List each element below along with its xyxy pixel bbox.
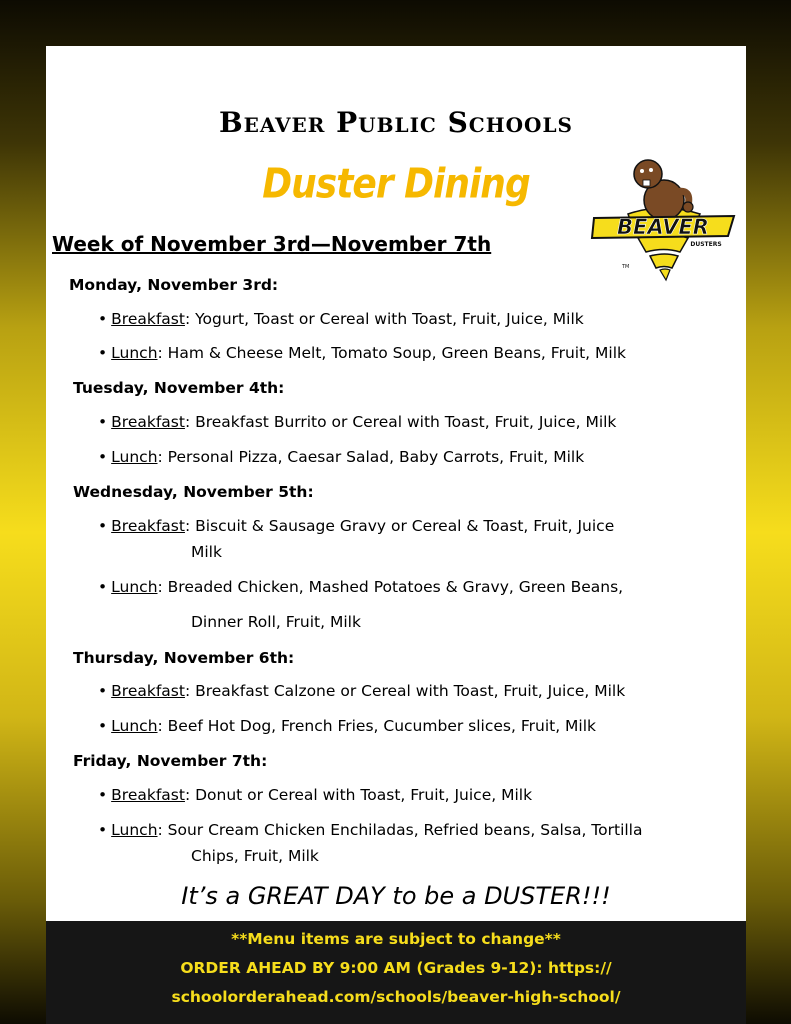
- menu-item-tuesday-lunch: • Lunch: Personal Pizza, Caesar Salad, Baby Carrots, Fruit, Milk: [98, 448, 585, 466]
- day-heading-thursday: Thursday, November 6th:: [73, 649, 295, 667]
- day-heading-tuesday: Tuesday, November 4th:: [73, 379, 285, 397]
- page-title: Beaver Public Schools: [219, 106, 573, 139]
- menu-item-friday-breakfast: • Breakfast: Donut or Cereal with Toast, Fruit, Juice, Milk: [98, 786, 533, 804]
- menu-item-wednesday-lunch: • Lunch: Breaded Chicken, Mashed Potatoes & Gravy, Green Beans,: [98, 578, 624, 596]
- menu-item-friday-lunch: • Lunch: Sour Cream Chicken Enchiladas, Refried beans, Salsa, Tortilla: [98, 821, 643, 839]
- slogan: It’s a GREAT DAY to be a DUSTER!!!: [181, 882, 611, 910]
- footer-order-ahead: ORDER AHEAD BY 9:00 AM (Grades 9-12): https://: [180, 959, 612, 977]
- menu-item-thursday-breakfast: • Breakfast: Breakfast Calzone or Cereal with Toast, Fruit, Juice, Milk: [98, 682, 626, 700]
- svg-text:TM: TM: [622, 264, 630, 270]
- page-subtitle: Duster Dining: [262, 160, 530, 209]
- day-heading-wednesday: Wednesday, November 5th:: [73, 483, 314, 501]
- svg-text:BEAVER: BEAVER: [617, 215, 709, 239]
- footer-order-url: schoolorderahead.com/schools/beaver-high-school/: [171, 988, 621, 1006]
- footer-disclaimer: **Menu items are subject to change**: [231, 930, 561, 948]
- menu-item-wednesday-breakfast: • Breakfast: Biscuit & Sausage Gravy or Cereal & Toast, Fruit, Juice: [98, 517, 615, 535]
- day-heading-monday: Monday, November 3rd:: [69, 276, 279, 294]
- week-heading: Week of November 3rd—November 7th: [52, 232, 492, 256]
- menu-item-friday-lunch-continued: Chips, Fruit, Milk: [191, 847, 319, 865]
- svg-text:DUSTERS: DUSTERS: [690, 241, 722, 248]
- menu-item-monday-breakfast: • Breakfast: Yogurt, Toast or Cereal with Toast, Fruit, Juice, Milk: [98, 310, 584, 328]
- menu-item-wednesday-breakfast-continued: Milk: [191, 543, 222, 561]
- menu-page: [46, 46, 746, 921]
- menu-item-thursday-lunch: • Lunch: Beef Hot Dog, French Fries, Cucumber slices, Fruit, Milk: [98, 717, 597, 735]
- day-heading-friday: Friday, November 7th:: [73, 752, 268, 770]
- menu-item-monday-lunch: • Lunch: Ham & Cheese Melt, Tomato Soup, Green Beans, Fruit, Milk: [98, 344, 626, 362]
- menu-item-wednesday-lunch-continued: Dinner Roll, Fruit, Milk: [191, 613, 361, 631]
- menu-item-tuesday-breakfast: • Breakfast: Breakfast Burrito or Cereal with Toast, Fruit, Juice, Milk: [98, 413, 617, 431]
- footer-banner: [46, 921, 746, 1024]
- beaver-mascot-logo: [588, 152, 738, 284]
